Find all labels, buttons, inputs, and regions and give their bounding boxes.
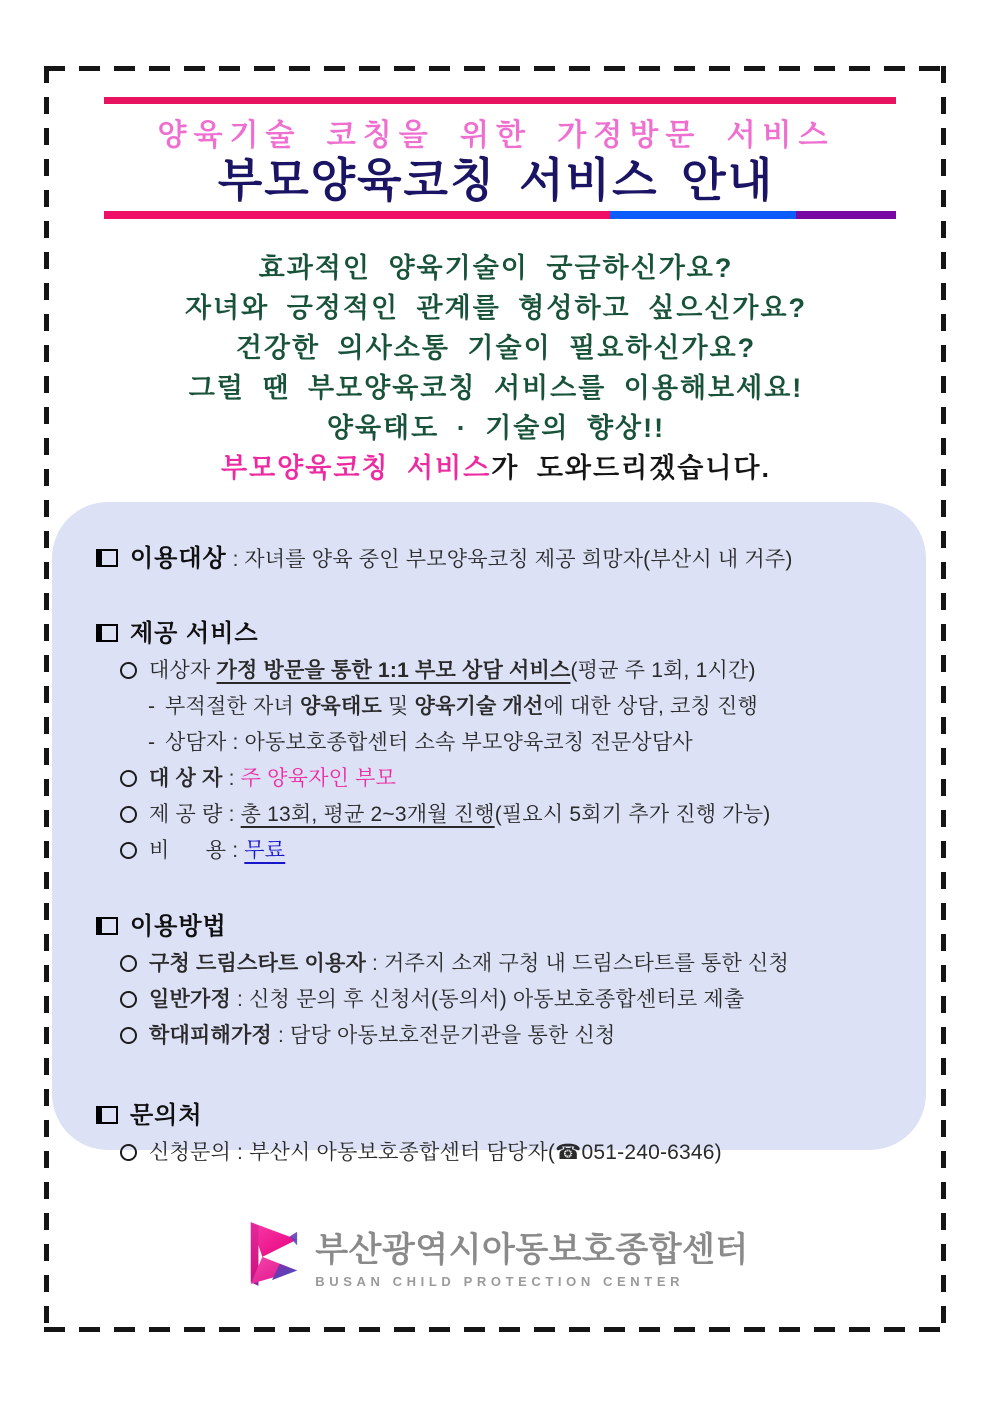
contact-item-apply: 신청문의 : 부산시 아동보호종합센터 담당자(☎051-240-6346) — [120, 1139, 902, 1166]
circle-bullet-icon — [120, 842, 137, 859]
dash-bullet: - — [148, 695, 155, 718]
services-item3-post: (필요시 5회기 추가 진행 가능) — [494, 803, 771, 826]
contact-header-row — [96, 1095, 902, 1130]
services-sub1-pre: 부적절한 자녀 — [165, 695, 300, 718]
intro-line-6 — [0, 448, 992, 488]
services-item1-post: (평균 주 1회, 1시간) — [570, 659, 756, 682]
dash-bullet: - — [148, 731, 155, 754]
method-item1-value: 거주지 소재 구청 내 드림스타트를 통한 신청 — [384, 952, 790, 975]
circle-bullet-icon — [120, 662, 137, 679]
tricolor-blue-segment — [610, 211, 796, 219]
services-item3-label: 제 공 량 — [149, 803, 223, 826]
circle-bullet-icon — [120, 1027, 137, 1044]
services-section — [96, 613, 902, 864]
method-item-abuse: 학대피해가정 : 담당 아동보호전문기관을 통한 신청 — [120, 1022, 902, 1049]
header-top-bar — [104, 97, 896, 104]
target-section — [96, 538, 902, 573]
circle-bullet-icon — [120, 955, 137, 972]
intro-line-6-black: 가 도와드리겠습니다. — [491, 453, 771, 483]
dashed-border-top — [44, 66, 946, 71]
method-item-dreamstart: 구청 드림스타트 이용자 : 거주지 소재 구청 내 드림스타트를 통한 신청 — [120, 950, 902, 977]
target-text: 자녀를 양육 중인 부모양육코칭 제공 희망자(부산시 내 거주) — [244, 548, 793, 571]
intro-line-5: 양육태도 · 기술의 향상!! — [326, 413, 666, 443]
services-sub1-post: 에 대한 상담, 코칭 진행 — [543, 695, 759, 718]
services-item2-label: 대 상 자 — [149, 767, 223, 790]
services-item4-label: 비 용 — [149, 839, 227, 862]
org-logo — [0, 1220, 992, 1290]
target-separator: : — [226, 548, 245, 571]
services-subitem-counseling — [148, 693, 902, 720]
circle-bullet-icon — [120, 1144, 137, 1161]
services-header-row — [96, 613, 902, 648]
method-header: 이용방법 — [130, 913, 227, 940]
busan-center-logo-icon — [243, 1220, 301, 1290]
contact-header: 문의처 — [130, 1102, 203, 1129]
dashed-border-bottom — [44, 1327, 946, 1332]
services-item1-emphasis: 가정 방문을 통한 1:1 부모 상담 서비스 — [216, 659, 571, 682]
services-item-cost: 비 용 : 무료 — [120, 837, 902, 864]
checkbox-icon — [96, 549, 118, 567]
checkbox-icon — [96, 624, 118, 642]
header-tricolor-bar — [104, 211, 896, 219]
tricolor-purple-segment — [796, 211, 896, 219]
services-item3-underlined: 총 13회, 평균 2~3개월 진행 — [240, 803, 495, 826]
intro-line-2: 자녀와 긍정적인 관계를 형성하고 싶으신가요? — [184, 293, 808, 323]
services-sub1-mid: 및 — [381, 695, 415, 718]
intro-line-1: 효과적인 양육기술이 궁금하신가요? — [258, 253, 734, 283]
services-sub2-text: 상담자 : 아동보호종합센터 소속 부모양육코칭 전문상담사 — [165, 731, 693, 754]
intro-line-3: 건강한 의사소통 기술이 필요하신가요? — [235, 333, 757, 363]
tricolor-pink-segment — [104, 211, 610, 219]
checkbox-icon — [96, 917, 118, 935]
method-header-row — [96, 906, 902, 941]
services-item-subject: 대 상 자 : 주 양육자인 부모 — [120, 765, 902, 792]
services-header: 제공 서비스 — [130, 620, 259, 647]
method-section — [96, 906, 902, 1049]
method-item1-label: 구청 드림스타트 이용자 — [149, 952, 366, 975]
circle-bullet-icon — [120, 770, 137, 787]
contact-item1-label: 신청문의 — [149, 1141, 231, 1164]
contact-item1-value: 부산시 아동보호종합센터 담당자(☎051-240-6346) — [249, 1141, 722, 1164]
method-item3-value: 담당 아동보호전문기관을 통한 신청 — [290, 1024, 616, 1047]
org-name-english: BUSAN CHILD PROTECTION CENTER — [315, 1273, 685, 1289]
services-item2-value: 주 양육자인 부모 — [240, 767, 397, 790]
method-item2-label: 일반가정 — [149, 988, 231, 1011]
services-item1-pre: 대상자 — [149, 659, 217, 682]
services-item-visit — [120, 657, 902, 684]
circle-bullet-icon — [120, 991, 137, 1008]
circle-bullet-icon — [120, 806, 137, 823]
method-item2-value: 신청 문의 후 신청서(동의서) 아동보호종합센터로 제출 — [249, 988, 745, 1011]
contact-section — [96, 1095, 902, 1166]
target-header: 이용대상 — [130, 545, 227, 572]
org-name-korean: 부산광역시아동보호종합센터 — [315, 1230, 749, 1269]
intro-block — [0, 248, 992, 488]
header-subtitle: 양육기술 코칭을 위한 가정방문 서비스 — [157, 119, 835, 152]
services-item4-value: 무료 — [244, 839, 286, 862]
services-sub1-bold1: 양육태도 — [300, 695, 382, 718]
info-box — [52, 502, 926, 1164]
method-item-general: 일반가정 : 신청 문의 후 신청서(동의서) 아동보호종합센터로 제출 — [120, 986, 902, 1013]
checkbox-icon — [96, 1106, 118, 1124]
services-subitem-counselor — [148, 729, 902, 756]
page-title: 부모양육코칭 서비스 안내 — [217, 154, 775, 206]
intro-line-4: 그럴 땐 부모양육코칭 서비스를 이용해보세요! — [188, 373, 804, 403]
intro-line-6-pink: 부모양육코칭 서비스 — [221, 453, 492, 483]
services-sub1-bold2: 양육기술 개선 — [414, 695, 544, 718]
method-item3-label: 학대피해가정 — [149, 1024, 272, 1047]
services-item-amount: 제 공 량 : 총 13회, 평균 2~3개월 진행(필요시 5회기 추가 진행 가능) — [120, 801, 902, 828]
